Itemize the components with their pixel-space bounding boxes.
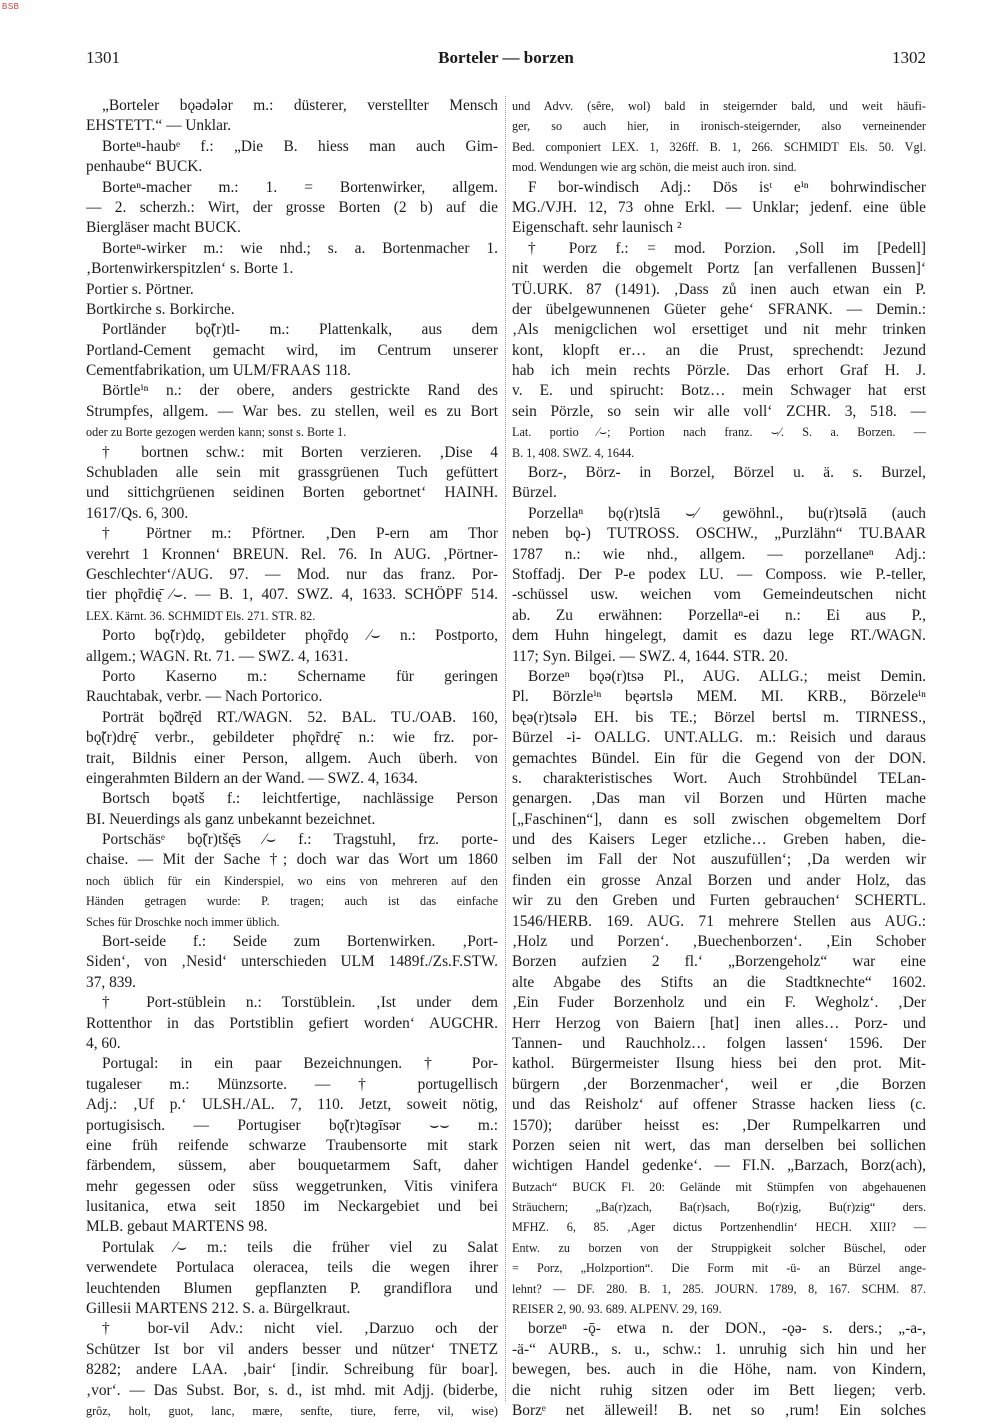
text-line: Portländer bǫ̃(r)tl- m.: Plattenkalk, aus dem (102, 321, 498, 339)
text-line: bewegen, bes. auch in die Höhe, nam. von Kindern, (512, 1361, 926, 1379)
text-line: Butzach“ BUCK Fl. 20: Gelände mit Stümpfen von abgehauenen (512, 1179, 926, 1194)
text-line: Bort-seide f.: Seide zum Bortenwirken. ‚Port- (102, 933, 498, 951)
text-line: 37, 839. (86, 973, 137, 991)
text-line: Borz-, Börz- in Borzel, Börzel u. ä. s. Burzel, (528, 464, 926, 482)
text-line: MG./VJH. 12, 73 ohne Erkl. — Unklar; jedenf. eine üble (512, 198, 926, 216)
text-line: Siden‘, von ‚Nesid‘ unterschieden ULM 1489f./Zs.F.STW. (86, 953, 498, 971)
text-line: Rauchtabak, verbr. — Nach Portorico. (86, 688, 323, 706)
library-stamp: BSB (2, 2, 20, 11)
text-line: und sittichgrüenen seidinen Borten gebortnet‘ HAINH. (86, 484, 498, 502)
text-line: Börtleⁱⁿ n.: der obere, anders gestrickte Rand des (102, 382, 498, 400)
text-line: nit werden die obgemelt Portz [an verfallenen Bussen]‘ (512, 260, 926, 278)
text-line: Cementfabrikation, um ULM/FRAAS 118. (86, 362, 351, 380)
text-line: -schüssel usw. weichen vom Gemeindeutschen nicht (512, 586, 926, 604)
text-line: und das Reisholz‘ auf offener Strasse hacken liess (c. (512, 1096, 926, 1114)
text-line: penhaube“ BUCK. (86, 158, 203, 176)
text-line: sein Pörzle, so sein wir alle voll‘ ZCHR. 3, 518. — (512, 402, 926, 420)
text-line: Entw. zu borzen von der Struppigkeit solcher Büschel, oder (512, 1240, 926, 1255)
text-line: Portier s. Pörtner. (86, 280, 194, 298)
text-line: — 2. scherzh.: Wirt, der grosse Borten (2 b) auf die (86, 198, 498, 216)
text-line: lehnt? — DF. 280. B. 1, 285. JOURN. 1789, 8, 167. SCHM. 87. (512, 1281, 926, 1296)
text-line: ‚Ein Fuder Borzenholz und ein F. Wegholz‘. ‚Der (512, 994, 926, 1012)
text-line: Bürzel. (512, 484, 557, 502)
text-line: -ä-“ AURB., s. u., schw.: 1. unruhig sich hin und her (512, 1340, 926, 1358)
text-line: † bor-vil Adv.: nicht viel. ‚Darzuo och der (102, 1320, 498, 1338)
text-line: bǫ̃(r)drę̄ verbr., gebildeter phǫ̃rdrę̄ n.: wie frz. por- (86, 729, 498, 747)
column-divider (505, 96, 506, 1401)
text-line: Eigenschaft. sehr launisch ² (512, 219, 682, 237)
text-line: Borzen aufzien 2 fl.‘ „Borzengeholz“ war eine (512, 953, 926, 971)
text-line: 4, 60. (86, 1034, 121, 1052)
text-line: Strumpfes, allgem. — War bes. zu stellen, weil es zu Bort (86, 402, 498, 420)
text-line: ab. Zu erwähnen: Porzellaⁿ-ei n.: Ei aus P., (512, 606, 926, 624)
text-line: [„Faschinen“], dann es soll zwischen obgemeltem Dorf (512, 810, 926, 828)
text-line: Porto bǫ̃(r)dǫ, gebildeter phǫ̃rdǫ ⁄⌣ n.: Postporto, (102, 627, 498, 645)
text-line: s. charakteristisches Wort. Auch Strohbündel TELan- (512, 769, 926, 787)
text-line: Portland-Cement gemacht wird, im Centrum unserer (86, 341, 498, 359)
text-line: oder zu Borte gezogen werden kann; sonst s. Borte 1. (86, 425, 347, 440)
text-line: verwendete Portulaca oleracea, teils die wegen ihrer (86, 1259, 498, 1277)
text-line: Bed. componiert LEX. 1, 326ff. B. 1, 266. SCHMIDT Els. 50. Vgl. (512, 139, 926, 154)
text-line: grôz, holt, guot, lanc, mære, senfte, tiure, ferre, vil, wise) (86, 1404, 498, 1418)
text-line: „Borteler bǫədələr m.: düsterer, verstellter Mensch (102, 97, 498, 114)
text-line: borzeⁿ -ǭ- etwa n. der DON., -ǫə- s. ders.; „-a-, (528, 1320, 926, 1338)
text-line: und des Kaisers Leger etzliche… Greben haben, die- (512, 831, 926, 849)
text-line: † bortnen schw.: mit Borten verzieren. ‚Dise 4 (102, 443, 498, 461)
text-line: Schubladen alle sein mit grassgrüenen Tuch gefüttert (86, 464, 498, 482)
text-line: ‚vor‘. — Das Subst. Bor, s. d., ist mhd. mit Adjj. (biderbe, (86, 1381, 498, 1399)
text-line: färbendem, süssem, aber bouquetarmem Saft, daher (86, 1157, 498, 1175)
text-line: † Porz f.: = mod. Porzion. ‚Soll im [Pedell] (528, 239, 926, 257)
text-line: MLB. gebaut MARTENS 98. (86, 1218, 268, 1236)
text-line: Porträt bǫ̃drę̄d RT./WAGN. 52. BAL. TU./OAB. 160, (102, 708, 498, 726)
text-line: 1546/HERB. 169. AUG. 71 mehrere Stellen aus AUG.: (512, 912, 926, 930)
text-line: B. 1, 408. SWZ. 4, 1644. (512, 445, 635, 460)
text-line: verehrt 1 Kronnen‘ BREUN. Rel. 76. In AUG. ‚Pörtner- (86, 545, 498, 563)
text-line: Händen getragen wurde: P. tragen; auch ist das einfache (86, 894, 498, 909)
text-line: BI. Neuerdings als ganz unbekannt bezeichnet. (86, 810, 376, 828)
text-line: Gillesii MARTENS 212. S. a. Bürgelkraut. (86, 1300, 351, 1318)
text-line: MFHZ. 6, 85. ‚Ager dictus Portzenhendlin‘ HECH. XIII? — (512, 1220, 926, 1235)
text-line: TÜ.URK. 87 (1491). ‚Dass zů inen auch etwan ein P. (512, 280, 926, 298)
text-line: Borteⁿ-macher m.: 1. = Bortenwirker, allgem. (102, 178, 498, 196)
text-line: Stoffadj. Der P-e podex LU. — Composs. wie P.-teller, (512, 565, 926, 583)
text-line: Biergläser macht BUCK. (86, 219, 241, 237)
text-line: Bortkirche s. Borkirche. (86, 300, 235, 318)
text-line: 8282; andere LAA. ‚bair‘ [indir. Schreibung für boar]. (86, 1361, 498, 1379)
text-line: Borzeⁿ bǫə(r)tsə Pl., AUG. ALLG.; meist Demin. (528, 667, 926, 685)
page-header (86, 48, 926, 74)
text-line: = Porz, „Holzportion“. Die Form mit -ü- an Bürzel ange- (512, 1261, 926, 1276)
text-line: Geschlechter‘/AUG. 97. — Mod. nur das franz. Por- (86, 565, 498, 583)
text-line: Porzen seien nit wert, das man derselben bei sollichen (512, 1136, 926, 1154)
left-column (86, 96, 498, 1421)
text-line: noch üblich für ein Kinderspiel, wo eins von mehreren auf den (86, 873, 498, 888)
text-line: trait, Bildnis einer Person, allgem. Auch überh. von (86, 749, 498, 767)
text-line: Adj.: ‚Uf p.‘ ULSH./AL. 7, 110. Jetzt, soweit nötig, (86, 1096, 498, 1114)
text-line: † Port-stüblein n.: Torstüblein. ‚Ist under dem (102, 994, 498, 1012)
text-line: Rottenthor in das Portstiblin gefiert worden‘ AUGCHR. (86, 1014, 498, 1032)
text-line: chaise. — Mit der Sache †; doch war das Wort um 1860 (86, 851, 498, 869)
text-line: mod. Wendungen wie arg schön, die meist auch iron. sind. (512, 160, 797, 175)
text-line: mehr gegessen oder süss weggetrunken, Vitis vinifera (86, 1177, 498, 1195)
text-line: alte Abgabe des Stifts an die Stadtknechte“ 1602. (512, 973, 926, 991)
text-line: eine früh reifende schwarze Traubensorte mit stark (86, 1136, 498, 1154)
text-line: 1570); darüber heisst es: ‚Der Rumpelkarren und (512, 1116, 926, 1134)
text-line: Tannen- und Rauchholz… folgen lassen‘ 1596. Der (512, 1034, 926, 1052)
text-line: Pl. Börzleⁱⁿ bęərtslə MEM. MI. KRB., Börzeleⁱⁿ (512, 688, 926, 706)
text-line: ‚Als menigclichen wol ersettiget und nit mehr trinken (512, 321, 926, 339)
text-line: LEX. Kärnt. 36. SCHMIDT Els. 271. STR. 82. (86, 608, 316, 623)
text-line: portugisisch. — Portugiser bǫ̃(r)təgīsər ⌣⌣ m.: (86, 1116, 498, 1134)
text-line: tier phǫ̃rdię̄ ⁄⌣. — B. 1, 407. SWZ. 4, 1633. SCHÖPF 514. (86, 586, 498, 604)
text-line: Schützer Ist bor vil anders besser und nützer‘ TNETZ (86, 1340, 498, 1358)
text-line: dem Huhn hingelegt, damit es dazu lege RT./WAGN. (512, 627, 926, 645)
text-line: 117; Syn. Bilgei. — SWZ. 4, 1644. STR. 20. (512, 647, 789, 665)
text-line: Portulak ⁄⌣ m.: teils die früher viel zu Salat (102, 1238, 498, 1256)
text-line: ‚Bortenwirkerspitzlen‘ s. Borte 1. (86, 260, 294, 278)
text-line: bęə(r)tsələ EH. bis TE.; Börzel bertsl m. TIRNESS., (512, 708, 926, 726)
text-line: der übelgewunnenen Güeter gehe‘ SFRANK. — Demin.: (512, 300, 926, 318)
text-line: EHSTETT.“ — Unklar. (86, 117, 232, 135)
text-line: Porzellaⁿ bǫ(r)tslā ⌣⁄ gewöhnl., bu(r)tsəlā (auch (528, 504, 926, 522)
text-line: † Pörtner m.: Pförtner. ‚Den P-ern am Thor (102, 525, 498, 543)
text-line: tugaleser m.: Münzsorte. — † portugellisch (86, 1075, 498, 1093)
text-line: 1787 n.: wie nhd., allgem. — porzellaneⁿ Adj.: (512, 545, 926, 563)
text-line: hab ich mein rechts Pörzle. Das erhort Graf H. J. (512, 362, 926, 380)
text-line: lusitanica, etwa seit 1850 im Neckargebiet und bei (86, 1198, 498, 1216)
text-line: Sches für Droschke noch immer üblich. (86, 914, 280, 929)
text-line: die nicht ruhig sitzen oder im Bett liegen; verb. (512, 1381, 926, 1399)
text-line: Portschäsᵉ bǫ̃(r)tšę̄s ⁄⌣ f.: Tragstuhl, frz. porte- (102, 831, 498, 849)
text-line: wichtigen Handel gedenke‘. — FI.N. „Barzach, Borz(ach), (512, 1157, 926, 1175)
page-number-right: 1302 (892, 48, 926, 67)
text-line: bürgern ‚der Borzenmacher‘, weil er ‚die Borzen (512, 1075, 926, 1093)
text-line: F bor-windisch Adj.: Dös isᵗ eⁱⁿ bohrwindischer (528, 178, 926, 196)
text-line: finden ein grosse Anzal Borzen und ander Holz, das (512, 871, 926, 889)
text-line: Bortsch bǫətš f.: leichtfertige, nachlässige Person (102, 790, 498, 808)
text-line: Porto Kaserno m.: Schername für geringen (102, 667, 498, 685)
text-line: gemachtes Bündel. Ein für die Gegend von der DON. (512, 749, 926, 767)
text-line: kathol. Bürgermeister Ilsung hiess bei den prot. Mit- (512, 1055, 926, 1073)
text-line: Borzᵉ net älleweil! B. net so ‚rum! Ein solches (512, 1402, 926, 1419)
text-line: genargen. ‚Das man vil Borzen und Hürten mache (512, 790, 926, 808)
text-line: ger, so auch hier, in ironisch-steigernder, also verneinender (512, 119, 926, 134)
text-line: eingerahmten Bildern an der Wand. — SWZ. 4, 1634. (86, 769, 418, 787)
text-line: Borteⁿ-haubᵉ f.: „Die B. hiess man auch Gim- (102, 137, 498, 155)
text-line: Herr Herzog von Baiern [hat] inen alles… Porz- und (512, 1014, 926, 1032)
text-line: allgem.; WAGN. Rt. 71. — SWZ. 4, 1631. (86, 647, 349, 665)
page-number-left: 1301 (86, 48, 120, 67)
text-line: ‚Holz und Porzen‘. ‚Buechenborzen‘. ‚Ein Schober (512, 933, 926, 951)
text-line: neben bǫ-) TUTROSS. OSCHW., „Purzlähn“ TU.BAAR (512, 525, 926, 543)
text-line: Lat. portio ⁄⌣; Portion nach franz. ⌣⁄. S. a. Borzen. — (512, 425, 926, 440)
text-line: selben im Fall der Not auszufüllen‘; ‚Da werden wir (512, 851, 926, 869)
text-line: kont, klopft er… an die Prust, sprechendt: Jezund (512, 341, 926, 359)
text-line: Sträuchern; „Ba(r)zach, Ba(r)sach, Bo(r)zig, Bu(r)zig“ ders. (512, 1200, 926, 1215)
right-column (512, 96, 926, 1421)
text-line: leuchtenden Blumen gepflanzten P. grandiflora und (86, 1279, 498, 1297)
text-line: v. E. und spirucht: Botz… mein Schwager hat erst (512, 382, 926, 400)
text-line: wir zu den Greben und Furten gebrauchen‘ SCHERTL. (512, 892, 926, 910)
text-line: Borteⁿ-wirker m.: wie nhd.; s. a. Bortenmacher 1. (102, 239, 498, 257)
text-line: Portugal: in ein paar Bezeichnungen. † Por- (102, 1055, 498, 1073)
text-line: Bürzel -i- OALLG. UNT.ALLG. m.: Reisich und daraus (512, 729, 926, 747)
text-line: 1617/Qs. 6, 300. (86, 504, 189, 522)
text-line: und Advv. (sêre, wol) bald in steigernder bald, und weit häufi- (512, 99, 926, 113)
text-line: REISER 2, 90. 93. 689. ALPENV. 29, 169. (512, 1302, 722, 1317)
running-title: Borteler — borzen (438, 48, 574, 67)
